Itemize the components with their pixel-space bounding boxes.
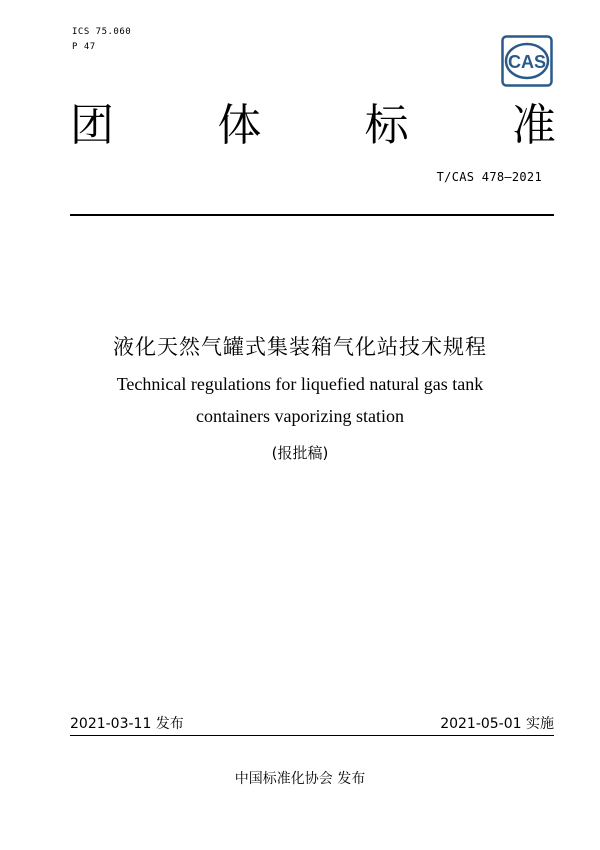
english-title-line-2: containers vaporizing station xyxy=(196,406,404,426)
publisher: 中国标准化协会 发布 xyxy=(234,771,366,787)
standard-code: T/CAS 478—2021 xyxy=(436,170,542,184)
ics-code: ICS 75.060 xyxy=(72,27,132,37)
issue-date: 2021-03-11 发布 xyxy=(70,716,184,732)
implementation-date: 2021-05-01 实施 xyxy=(440,716,554,732)
ccs-code: P 47 xyxy=(72,42,96,52)
cas-logo-text: CAS xyxy=(507,52,547,72)
document-type-char: 团 xyxy=(70,100,114,151)
document-type-char: 标 xyxy=(364,100,409,151)
draft-status: (报批稿) xyxy=(271,444,329,462)
header-divider xyxy=(70,214,554,216)
english-title-line-1: Technical regulations for liquefied natural gas tank xyxy=(116,374,484,394)
footer-divider xyxy=(70,735,554,736)
cas-logo xyxy=(501,35,553,87)
document-type-char: 体 xyxy=(217,100,262,151)
chinese-title: 液化天然气罐式集装箱气化站技术规程 xyxy=(113,335,487,359)
document-type-char: 准 xyxy=(511,100,556,151)
document-type-title xyxy=(70,96,556,156)
